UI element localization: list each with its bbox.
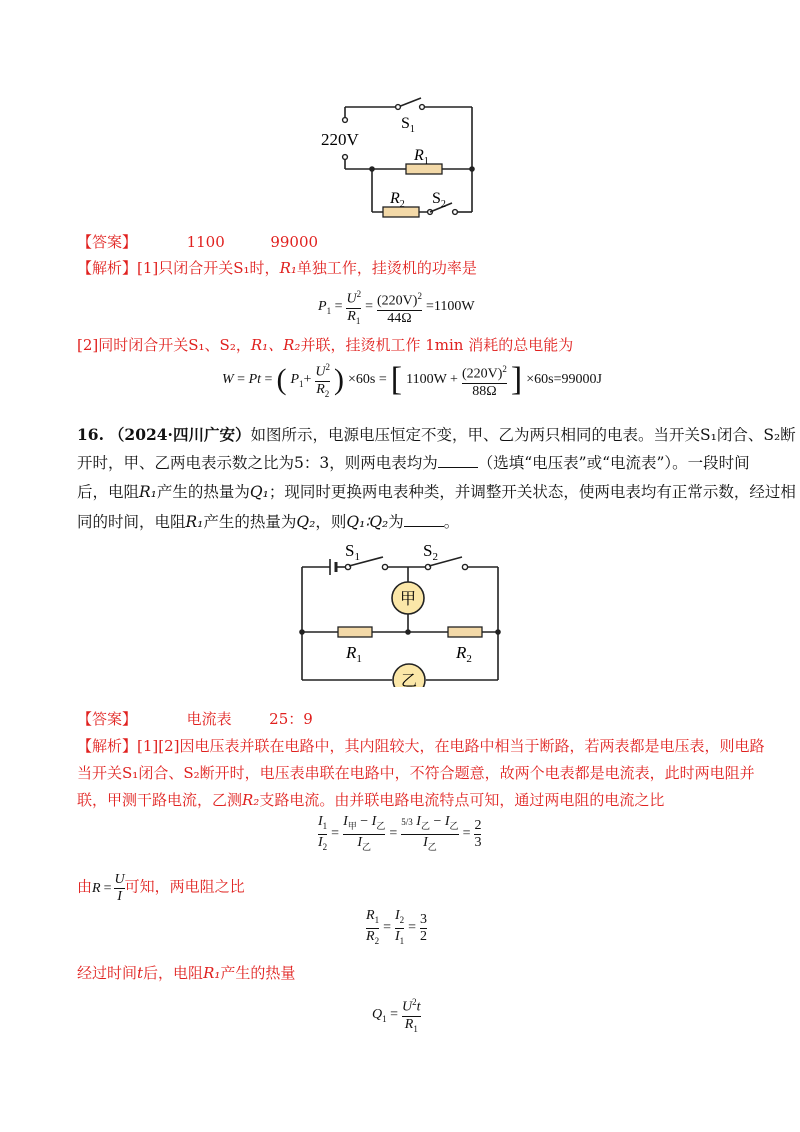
label-s1: $S_1$ <box>345 541 360 563</box>
answer-blank-2[interactable] <box>404 512 444 527</box>
formula-resistance-ratio: $\frac{R_1}{R_2}$ = $\frac{I_2}{I_1}$ = $\frac{3}{2}$ <box>366 908 427 949</box>
analysis-tag: 【解析】 <box>77 259 138 277</box>
question-16-line-3: 后，电阻R₁产生的热量为Q₁；现同时更换两电表种类，并调整开关状态，使两电表均有正常示数，经过相 <box>77 483 796 501</box>
label-s2: $S_2$ <box>432 190 446 210</box>
analysis-2-line-2: 当开关S₁闭合、S₂断开时，电压表串联在电路中，不符合题意，故两个电表都是电流表，此时两电阻并 <box>77 764 755 782</box>
formula-energy-w: W = Pt = ( $P_1+$ $\frac{U^2}{R_2}$ ) ×60s = [ 1100W + $\frac{(220V)^2}{88\Omega}$ ] ×60s=99000J <box>222 359 602 401</box>
circuit-diagram-1 <box>315 90 490 220</box>
switch-s1-blade <box>398 98 421 107</box>
question-16-line-1: 16. （2024·四川广安）如图所示，电源电压恒定不变，甲、乙为两只相同的电表。当开关S₁闭合、S₂断 <box>77 425 796 444</box>
circuit-diagram-2 <box>295 535 505 687</box>
label-s2: $S_2$ <box>423 541 438 563</box>
answer-tag: 【答案】 <box>77 233 138 251</box>
question-16-line-2: 开时，甲、乙两电表示数之比为5：3，则两电表均为 （选填“电压表”或“电流表”）。一段时间 <box>77 454 750 472</box>
answer-tag: 【答案】 <box>77 710 138 728</box>
formula-ohm: R = $\frac{U}{I}$ <box>92 872 125 904</box>
formula-heat-q1: $Q_1$ = $\frac{U^2t}{R_1}$ <box>372 994 421 1036</box>
question-number: 16. <box>77 425 104 444</box>
answer-value-2: 99000 <box>270 233 319 251</box>
analysis-1-line-1: 【解析】[1]只闭合开关S₁时，R₁单独工作，挂烫机的功率是 <box>77 259 477 277</box>
analysis-tag: 【解析】 <box>77 737 138 755</box>
analysis-2-line-4: 由 R = $\frac{U}{I}$ 可知，两电阻之比 <box>77 872 245 904</box>
answer-value-1: 1100 <box>186 233 225 251</box>
answer-2 <box>77 708 313 729</box>
answer-1 <box>77 231 318 252</box>
resistor-r2 <box>448 627 482 637</box>
resistor-r1 <box>338 627 372 637</box>
label-voltage: 220V <box>321 130 359 149</box>
label-r2: $R_2$ <box>456 643 472 665</box>
analysis-2-line-3: 联，甲测干路电流，乙测R₂支路电流。由并联电路电流特点可知，通过两电阻的电流之比 <box>77 791 665 809</box>
analysis-2-line-5: 经过时间t后，电阻R₁产生的热量 <box>77 964 296 982</box>
label-meter-yi: 乙 <box>400 671 418 687</box>
answer-blank-1[interactable] <box>438 453 478 468</box>
formula-power-p1: $P_1$ = $\frac{U^2}{R_1}$ = $\frac{(220V)^2}{44\Omega}$ =1100W <box>318 286 475 328</box>
label-meter-jia: 甲 <box>399 589 417 608</box>
label-r2: $R_2$ <box>390 190 405 210</box>
label-s1: $S_1$ <box>401 115 415 135</box>
analysis-2-line-1: 【解析】[1][2]因电压表并联在电路中，其内阻较大，在电路中相当于断路，若两表都是电压表，则电路 <box>77 737 765 755</box>
answer-value-1: 电流表 <box>186 710 232 728</box>
label-r1: $R_1$ <box>346 643 362 665</box>
answer-value-2: 25：9 <box>269 710 313 728</box>
label-r1: $R_1$ <box>414 147 429 167</box>
question-source: （2024·四川广安） <box>108 425 251 444</box>
analysis-1-line-2: [2]同时闭合开关S₁、S₂，R₁、R₂并联，挂烫机工作 1min 消耗的总电能为 <box>77 336 574 354</box>
question-16-line-4: 同的时间，电阻R₁产生的热量为Q₂，则Q₁∶Q₂为 。 <box>77 513 460 531</box>
formula-current-ratio: $\frac{I_1}{I_2}$ = $\frac{I_甲 - I_乙}{I_乙}$ = $\frac{5/3 I_乙 - I_乙}{I_乙}$ = $\frac{2}{3}$ <box>318 814 481 855</box>
